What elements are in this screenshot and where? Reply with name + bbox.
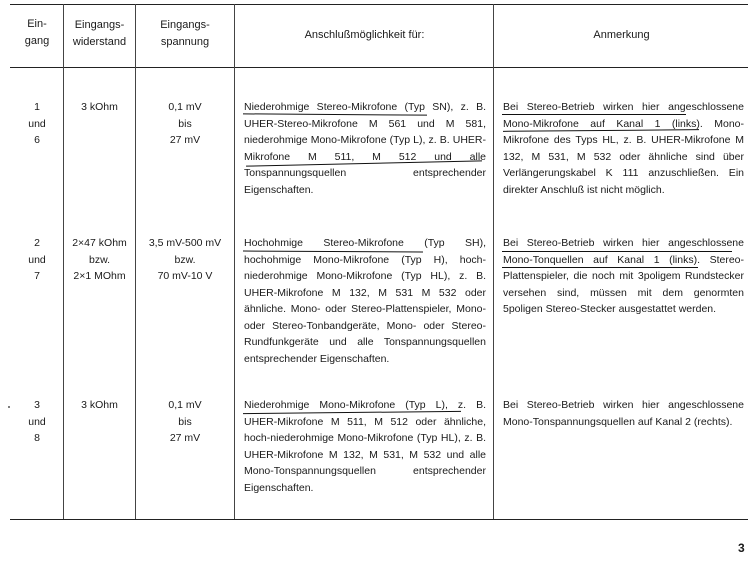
pen-underline xyxy=(502,267,698,268)
row3-eingang: 3 und 8 xyxy=(28,399,46,444)
scan-speck xyxy=(8,406,10,408)
row1-spannung: 0,1 mV bis 27 mV xyxy=(168,101,202,146)
row2-spannung: 3,5 mV-500 mV bzw. 70 mV-10 V xyxy=(148,237,222,282)
pen-underline xyxy=(502,251,732,252)
pen-underline xyxy=(502,114,686,115)
row3-anschluss: Niederohmige Mono-Mikrofone (Typ L), z. B. UHER-Mikrofone M 511, M 512 oder ähnliche, hoch-niederohmige Mono-Mikrofone (Typ HL), z. B. UHER-Mikrofone M 132, M 531, M 532 und alle Mono-Tonspannungsquellen entsprechender Eigenschaften. xyxy=(244,399,486,494)
row2-eingang: 2 und 7 xyxy=(28,237,46,282)
row3-widerstand: 3 kOhm xyxy=(81,399,118,411)
header-anschluss: Anschlußmöglichkeit für: xyxy=(304,29,425,41)
header-anmerkung: Anmerkung xyxy=(593,29,650,41)
header-spannung: Eingangs- spannung xyxy=(160,19,210,48)
column-divider xyxy=(493,4,494,519)
table-header-rule xyxy=(10,67,748,68)
column-divider xyxy=(234,4,235,519)
row3-spannung: 0,1 mV bis 27 mV xyxy=(168,399,202,444)
header-widerstand: Eingangs- widerstand xyxy=(72,19,127,48)
row2-anschluss: Hochohmige Stereo-Mikrofone (Typ SH), hochohmige Mono-Mikrofone (Typ H), hoch-niederohmige Mono-Mikrofone (Typ HL), z. B. UHER-Mikrofone M 132, M 531 M 532 oder ähnliche. Mono- oder Stereo-Plattenspieler, Mono- oder Stereo-Tonbandgeräte, Mono- oder Stereo-Rundfunkgeräte und alle Tonspannungsquellen entsprechender Eigenschaften. xyxy=(244,237,486,365)
table-top-rule xyxy=(10,4,748,5)
table-bottom-rule xyxy=(10,519,748,520)
row2-widerstand: 2×47 kOhm bzw. 2×1 MOhm xyxy=(72,237,127,282)
header-eingang: Ein- gang xyxy=(24,18,50,47)
row1-eingang: 1 und 6 xyxy=(28,101,46,146)
row3-anmerkung: Bei Stereo-Betrieb wirken hier angeschlossene Mono-Tonspannungsquellen auf Kanal 2 (rechts). xyxy=(503,399,744,428)
row2-anmerkung: Bei Stereo-Betrieb wirken hier angeschlossene Mono-Tonquellen auf Kanal 1 (links). Stereo-Plattenspieler, die noch mit 3poligem Rundstecker versehen sind, müssen mit dem genormten 5poligen Stereo-Stecker ausgestattet werden. xyxy=(503,237,744,315)
row1-anschluss: Niederohmige Stereo-Mikrofone (Typ SN), z. B. UHER-Stereo-Mikrofone M 561 und M 581, niederohmige Mono-Mikrofone (Typ L), z. B. UHER-Mikrofone M 511, M 512 und alle Tonspannungsquellen entsprechender Eigenschaften. xyxy=(244,101,486,196)
page-number: 3 xyxy=(738,541,745,555)
row1-widerstand: 3 kOhm xyxy=(81,101,118,113)
row1-anmerkung: Bei Stereo-Betrieb wirken hier angeschlossene Mono-Mikrofone auf Kanal 1 (links). Mono-Mikrofone des Typs HL, z. B. UHER-Mikrofone M 132, M 531, M 532 oder ähnliche sind über Verlängerungskabel K 111 anzuschließen. Ein direkter Anschluß ist nicht möglich. xyxy=(503,101,744,196)
